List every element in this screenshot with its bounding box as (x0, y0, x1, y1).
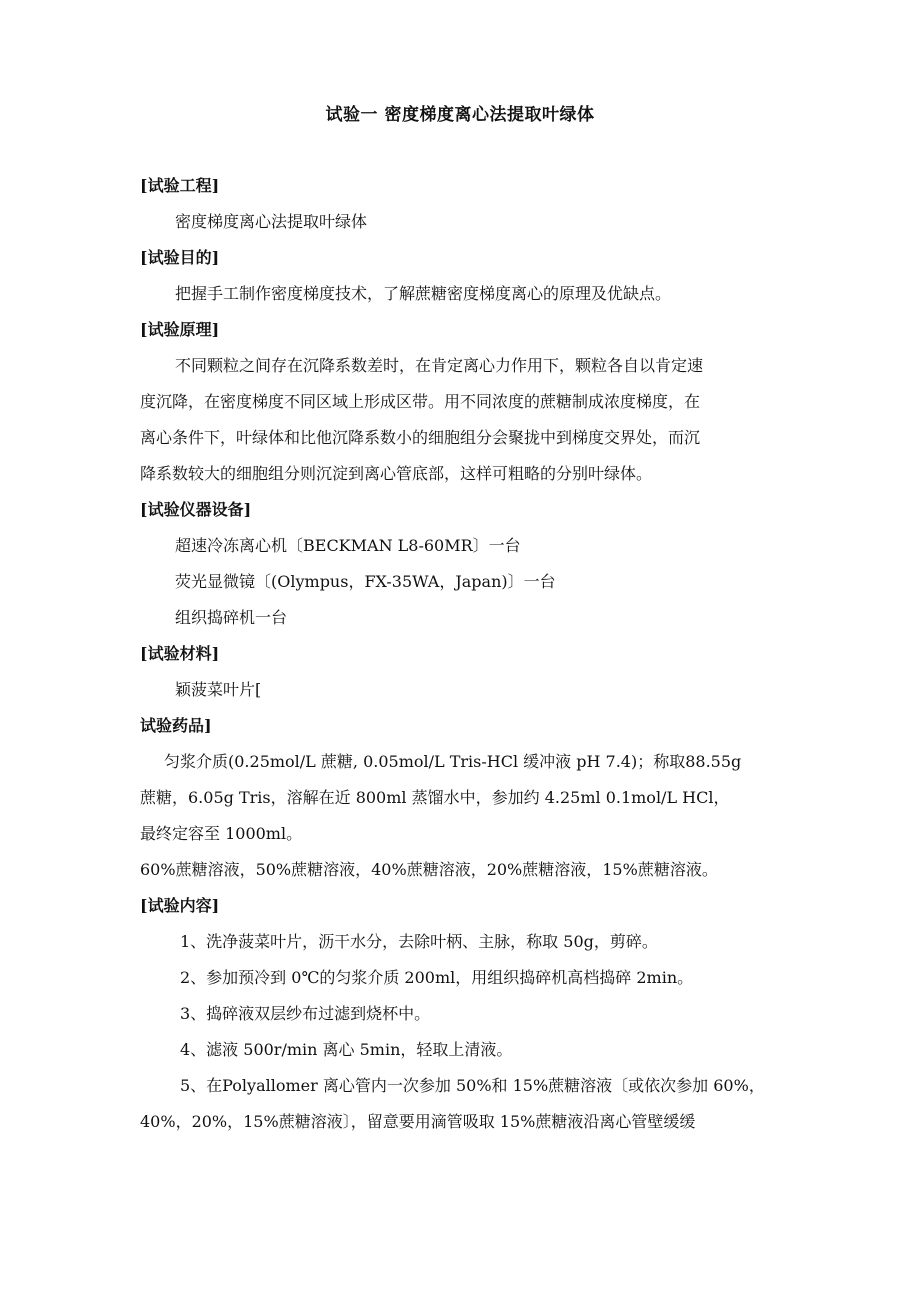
content-step: 2、参加预冷到 0℃的匀浆介质 200ml，用组织捣碎机高档捣碎 2min。 (180, 968, 694, 987)
section-heading-materials: [试验材料] (140, 644, 220, 663)
principle-line: 不同颗粒之间存在沉降系数差时，在肯定离心力作用下，颗粒各自以肯定速 (175, 356, 704, 375)
section-heading-purpose: [试验目的] (140, 248, 220, 267)
content-step: 1、洗净菠菜叶片，沥干水分，去除叶柄、主脉，称取 50g，剪碎。 (180, 932, 658, 951)
content-step: 4、滤液 500r/min 离心 5min，轻取上清液。 (180, 1040, 513, 1059)
content-step: 5、在Polyallomer 离心管内一次参加 50%和 15%蔗糖溶液〔或依次参加 60%， (180, 1076, 765, 1095)
equipment-item: 超速冷冻离心机〔BECKMAN L8-60MR〕一台 (175, 536, 521, 555)
section-heading-equipment: [试验仪器设备] (140, 500, 252, 519)
content-step: 3、捣碎液双层纱布过滤到烧杯中。 (180, 1004, 431, 1023)
section-heading-reagents: 试验药品] (140, 716, 212, 735)
principle-line: 离心条件下，叶绿体和比他沉降系数小的细胞组分会聚拢中到梯度交界处，而沉 (140, 428, 701, 447)
reagents-line: 60%蔗糖溶液，50%蔗糖溶液，40%蔗糖溶液，20%蔗糖溶液，15%蔗糖溶液。 (140, 860, 718, 879)
section-heading-content: [试验内容] (140, 896, 220, 915)
content-step: 40%，20%，15%蔗糖溶液〕，留意要用滴管吸取 15%蔗糖液沿离心管壁缓缓 (140, 1112, 696, 1131)
principle-line: 降系数较大的细胞组分则沉淀到离心管底部，这样可粗略的分别叶绿体。 (140, 464, 653, 483)
materials-text: 颖菠菜叶片[ (175, 680, 262, 699)
equipment-item: 组织捣碎机一台 (175, 608, 288, 627)
reagents-line: 蔗糖，6.05g Tris，溶解在近 800ml 蒸馏水中，参加约 4.25ml 0.1mol/L HCl， (140, 788, 730, 807)
equipment-item: 荧光显微镜〔(Olympus，FX-35WA，Japan)〕一台 (175, 572, 556, 591)
section-heading-project: [试验工程] (140, 176, 220, 195)
section-heading-principle: [试验原理] (140, 320, 220, 339)
reagents-line: 最终定容至 1000ml。 (140, 824, 303, 843)
purpose-text: 把握手工制作密度梯度技术，了解蔗糖密度梯度离心的原理及优缺点。 (175, 284, 672, 303)
page-title: 试验一 密度梯度离心法提取叶绿体 (325, 105, 595, 125)
principle-line: 度沉降，在密度梯度不同区域上形成区带。用不同浓度的蔗糖制成浓度梯度，在 (140, 392, 701, 411)
project-text: 密度梯度离心法提取叶绿体 (175, 212, 368, 231)
reagents-line: 匀浆介质(0.25mol/L 蔗糖, 0.05mol/L Tris-HCl 缓冲液 pH 7.4)；称取88.55g (164, 752, 742, 771)
document-body (140, 168, 790, 1140)
